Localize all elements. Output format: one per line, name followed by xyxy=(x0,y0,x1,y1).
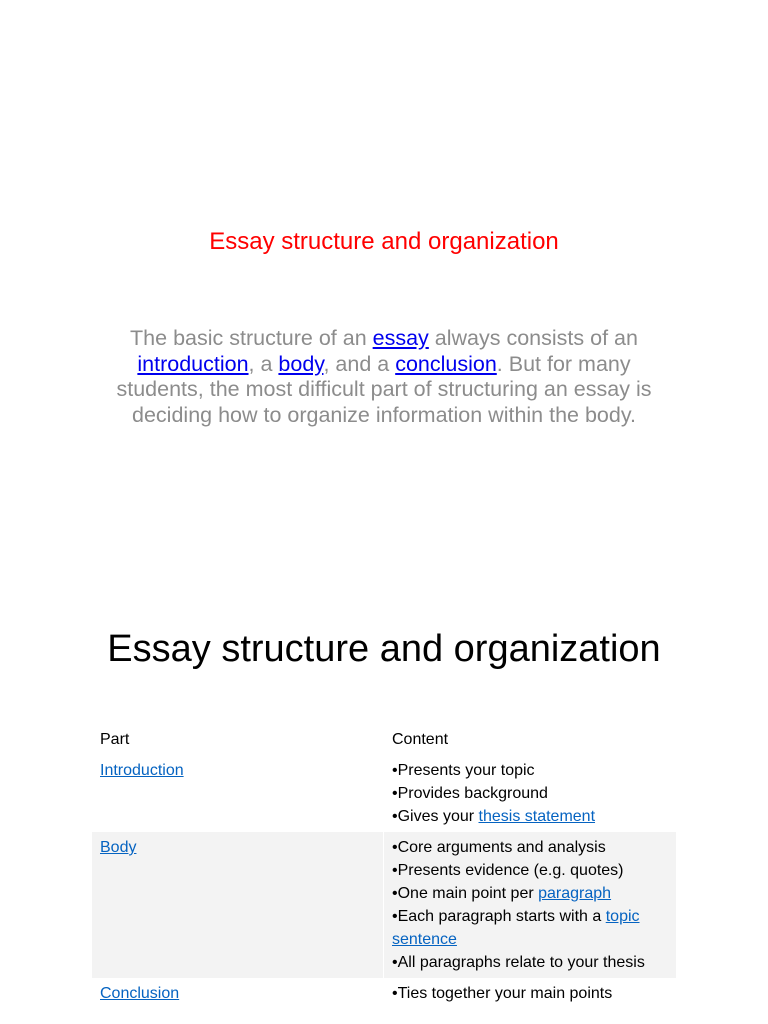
thesis-statement-link[interactable]: thesis statement xyxy=(478,808,596,825)
content-text: •One main point per xyxy=(392,885,539,902)
body-text-segment: . But for many students, the most difficult part of structuring an essay is deciding how to organize information within the body. xyxy=(116,351,652,427)
essay-link[interactable]: essay xyxy=(372,326,429,350)
conclusion-part-link[interactable]: Conclusion xyxy=(100,985,180,1002)
body-part-link[interactable]: Body xyxy=(100,839,137,856)
table-cell-content xyxy=(384,755,676,832)
content-line: •All paragraphs relate to your thesis xyxy=(392,954,645,971)
content-line xyxy=(392,805,668,828)
content-line: •Ties together your main points xyxy=(392,985,613,1002)
body-text-segment: The basic structure of an xyxy=(130,326,373,350)
table-cell-content xyxy=(384,832,676,978)
content-line: •Presents your topic xyxy=(392,762,535,779)
content-line: •Provides background xyxy=(392,785,548,802)
content-line: •Presents evidence (e.g. quotes) xyxy=(392,862,624,879)
content-text: •Gives your xyxy=(392,808,479,825)
body-text-segment: always consists of an xyxy=(428,326,638,350)
slide-1-title: Essay structure and organization xyxy=(209,228,559,255)
structure-table xyxy=(92,724,676,1009)
table-row xyxy=(92,978,676,1009)
table-row xyxy=(92,755,676,832)
content-text: •Each paragraph starts with a xyxy=(392,908,606,925)
conclusion-link[interactable]: conclusion xyxy=(395,351,497,376)
body-text-segment: , and a xyxy=(323,351,396,376)
table-cell-part xyxy=(92,978,384,1009)
table-row xyxy=(92,832,676,978)
body-link[interactable]: body xyxy=(278,351,324,376)
content-line xyxy=(392,905,668,951)
table-header-content: Content xyxy=(392,731,449,748)
content-line: •Core arguments and analysis xyxy=(392,839,606,856)
table-header-part: Part xyxy=(92,724,384,755)
table-cell-part xyxy=(92,755,384,832)
slide-1-body-text xyxy=(110,326,658,428)
table-cell-part xyxy=(92,832,384,978)
introduction-link[interactable]: introduction xyxy=(137,351,249,376)
body-text-segment: , a xyxy=(248,351,279,376)
paragraph-link[interactable]: paragraph xyxy=(538,885,612,902)
content-line xyxy=(392,882,668,905)
table-cell-content xyxy=(384,978,676,1009)
topic-sentence-link[interactable]: topic sentence xyxy=(392,908,640,948)
slide-2-title: Essay structure and organization xyxy=(107,628,661,670)
table-header-row xyxy=(92,724,676,755)
introduction-part-link[interactable]: Introduction xyxy=(100,762,184,779)
